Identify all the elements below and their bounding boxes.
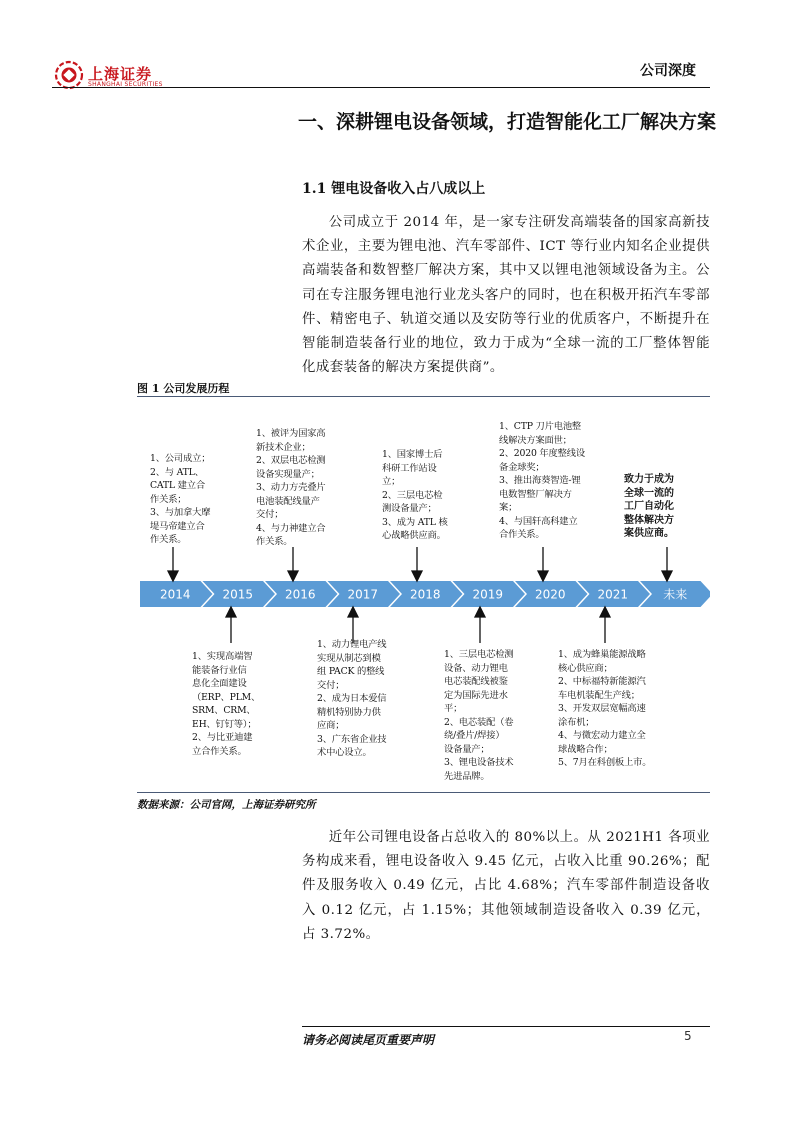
note-line: 2、与 ATL、 (150, 466, 204, 478)
note-line: 2、三层电芯检 (382, 489, 443, 501)
note-2015 (192, 650, 266, 758)
page-number: 5 (684, 1029, 692, 1043)
intro-paragraph: 公司成立于 2014 年，是一家专注研发高端装备的国家高新技术企业，主要为锂电池、汽车零部件、ICT 等行业内知名企业提供高端装备和数智整厂解决方案，其中又以锂电池领域设备为主。公司在专注服务锂电池行业龙头客户的同时，也在积极开拓汽车零部件、精密电子、轨道交通以及安防等行业的优质客户，不断提升在智能制造装备行业的地位，致力于成为“全球一流的工厂整体智能化成套装备的解决方案提供商”。 (302, 215, 710, 376)
logo-english-name: SHANGHAI SECURITIES (88, 81, 163, 88)
logo-name: 上海证券 (88, 65, 153, 83)
note-line: 电数智整厂解决方 (499, 488, 572, 500)
note-line: 1、成为蜂巢能源战略 (558, 649, 646, 660)
note-line: 线解决方案面世； (499, 434, 572, 446)
note-line: 5、7月在科创板上市。 (558, 757, 652, 768)
note-line: 测设备量产； (382, 503, 437, 514)
note-line: 2、电芯装配（卷 (444, 716, 514, 728)
note-line: 1、三层电芯检测 (444, 649, 514, 660)
note-line: 整体解决方 (624, 514, 674, 526)
note-line: 电芯装配线被鉴 (444, 676, 508, 687)
note-line: 1、动力锂电产线 (317, 639, 387, 650)
note-2019 (444, 648, 524, 783)
note-line: 2、双层电芯检测 (256, 455, 326, 466)
note-line: 3、锂电设备技术 (444, 757, 514, 768)
timeline-year-label: 2018 (409, 587, 441, 602)
section-title: 一、深耕锂电设备领域，打造智能化工厂解决方案 (298, 111, 717, 133)
note-line: 科研工作站设 (382, 462, 437, 474)
timeline-year-label: 2015 (222, 587, 254, 602)
note-line: 交付； (317, 679, 345, 691)
note-line: 3、成为 ATL 核 (382, 516, 448, 528)
note-line: 核心供应商； (558, 662, 613, 674)
note-line: 3、动力方壳叠片 (256, 482, 326, 493)
note-line: 实现从制芯到模 (317, 652, 381, 664)
note-line: 组 PACK 的整线 (317, 666, 385, 677)
note-line: 新技术企业； (256, 441, 311, 453)
figure-bottom-rule (137, 792, 710, 793)
timeline-year-label: 2017 (347, 587, 379, 602)
note-line: 2、2020 年度整线设 (499, 448, 585, 459)
header-divider (52, 87, 710, 88)
note-line: 4、与微宏动力建立全 (558, 730, 646, 741)
note-line: 设备量产； (444, 743, 490, 755)
note-line: 术中心设立。 (317, 747, 372, 758)
note-line: 心战略供应商。 (382, 530, 446, 541)
note-line: 作关系； (150, 493, 187, 505)
note-line: 作关系。 (256, 536, 293, 547)
arrowhead-2017 (348, 607, 358, 617)
note-2016 (256, 427, 338, 549)
note-line: 应商； (317, 720, 345, 731)
timeline-year-label: 2021 (597, 587, 629, 602)
note-line: 2、与比亚迪建 (192, 732, 253, 743)
note-2017 (317, 638, 397, 760)
note-line: 设备、动力锂电 (444, 662, 508, 674)
note-line: 立合作关系。 (192, 745, 247, 757)
note-line: 球战略合作； (558, 743, 613, 755)
note-line: 合作关系。 (499, 529, 545, 540)
note-line: SRM、CRM、 (192, 705, 256, 716)
figure-title: 图 1 公司发展历程 (137, 382, 230, 395)
note-line: 平； (444, 703, 463, 714)
note-line: 案； (499, 502, 518, 513)
note-line: 涂布机； (558, 716, 595, 728)
arrowhead-future (662, 571, 672, 581)
note-2020 (499, 420, 587, 542)
arrowhead-2020 (538, 571, 548, 581)
note-line: 立； (382, 476, 401, 487)
note-future (624, 473, 694, 541)
timeline-band (140, 581, 710, 607)
note-line: 1、被评为国家高 (256, 428, 326, 439)
note-line: （ERP、PLM、 (192, 691, 261, 703)
note-2014 (150, 452, 216, 547)
arrowhead-2016 (288, 571, 298, 581)
note-line: 备金球奖； (499, 461, 545, 473)
note-line: 3、广东省企业技 (317, 733, 387, 745)
note-line: 车电机装配生产线； (558, 689, 640, 701)
note-line: 3、与加拿大摩 (150, 507, 211, 518)
note-line: 设备实现量产； (256, 468, 320, 480)
note-line: 交付； (256, 509, 284, 520)
note-line: 1、CTP 刀片电池整 (499, 421, 582, 432)
note-2021 (558, 648, 662, 770)
subsection-title: 1.1 锂电设备收入占八成以上 (302, 181, 486, 197)
note-line: 致力于成为 (624, 474, 674, 485)
timeline-year-label: 2016 (284, 587, 316, 602)
timeline-year-label: 未来 (663, 587, 688, 602)
arrowhead-2018 (412, 571, 422, 581)
note-line: 全球一流的 (624, 487, 674, 499)
arrowhead-2021 (600, 607, 610, 617)
note-line: 1、公司成立； (150, 453, 211, 464)
note-line: 电池装配线量产 (256, 495, 320, 507)
figure-source: 数据来源：公司官网，上海证券研究所 (137, 799, 316, 811)
note-line: 作关系。 (150, 534, 187, 545)
note-line: 息化全面建设 (192, 678, 247, 689)
footer-disclaimer: 请务必阅读尾页重要声明 (302, 1033, 435, 1047)
note-line: 1、实现高端智 (192, 651, 253, 662)
note-line: 能装备行业信 (192, 664, 247, 676)
note-line: CATL 建立合 (150, 480, 205, 491)
note-line: 堤马帝建立合 (150, 520, 205, 532)
note-line: 精机特别协力供 (317, 706, 381, 718)
note-line: 1、国家博士后 (382, 449, 443, 460)
document-type: 公司深度 (640, 63, 696, 79)
note-line: 先进品牌。 (444, 770, 490, 782)
arrowhead-2014 (168, 571, 178, 581)
note-line: 2、成为日本爱信 (317, 693, 387, 704)
footer-divider (302, 1026, 710, 1027)
note-line: 定为国际先进水 (444, 689, 508, 701)
note-line: 4、与国轩高科建立 (499, 515, 578, 527)
note-line: 4、与力神建立合 (256, 522, 326, 534)
note-line: 3、推出海葵智造-锂 (499, 475, 581, 486)
arrowhead-2019 (475, 607, 485, 617)
revenue-paragraph: 近年公司锂电设备占总收入的 80%以上。从 2021H1 各项业务构成来看，锂电设备收入 9.45 亿元，占收入比重 90.26%；配件及服务收入 0.49 亿元，占比 4.68%；汽车零部件制造设备收入 0.12 亿元，占 1.15%；其他领域制造设备收入 0.39 亿元，占 3.72%。 (302, 830, 710, 942)
arrowhead-2015 (226, 607, 236, 617)
note-line: 2、中标福特新能源汽 (558, 676, 646, 687)
timeline-year-label: 2019 (472, 587, 504, 602)
note-line: EH、钉钉等）； (192, 718, 257, 730)
timeline-year-label: 2014 (159, 587, 191, 602)
note-line: 案供应商。 (624, 528, 674, 539)
note-line: 工厂自动化 (624, 501, 674, 512)
note-line: 绕/叠片/焊接） (444, 730, 505, 741)
timeline-year-label: 2020 (534, 587, 566, 602)
note-2018 (382, 448, 454, 543)
note-line: 3、开发双层宽幅高速 (558, 703, 646, 714)
